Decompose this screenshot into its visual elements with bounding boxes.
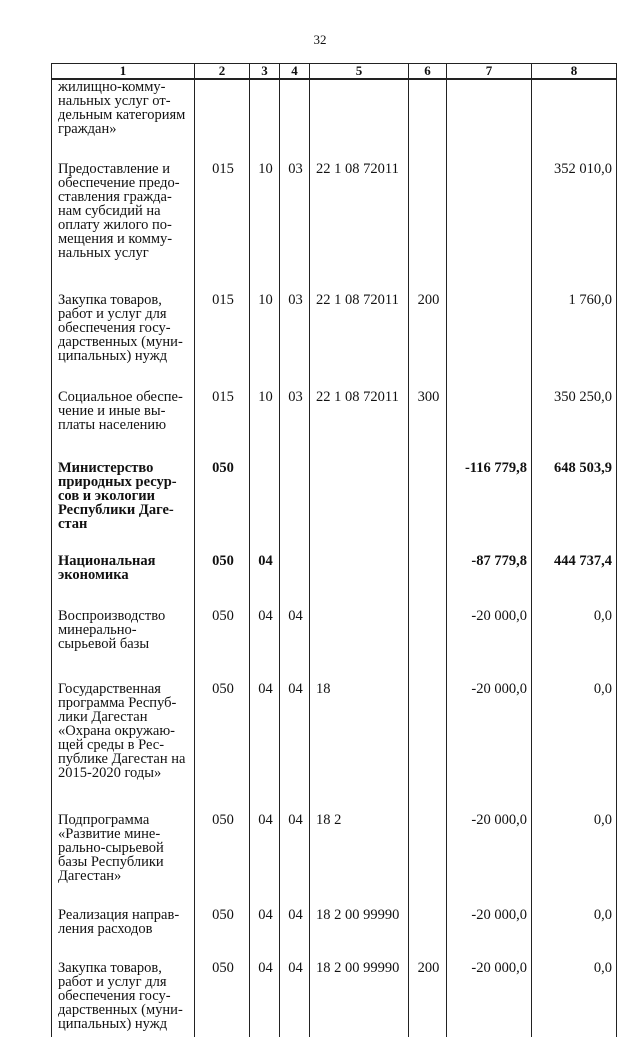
table-row	[52, 545, 617, 600]
row-change-amount-cell: -20 000,0	[447, 804, 532, 899]
row-subsection-cell: 03	[280, 158, 310, 284]
header-cell: 5	[310, 64, 409, 80]
row-total-amount-cell	[532, 79, 617, 158]
header-cell: 2	[195, 64, 250, 80]
row-target-article-cell: 18 2 00 99990	[310, 899, 409, 952]
row-subsection-cell	[280, 79, 310, 158]
row-expense-type-cell	[409, 804, 447, 899]
row-target-article-cell	[310, 79, 409, 158]
row-name-cell: Национальная экономика	[52, 545, 195, 600]
row-expense-type-cell: 300	[409, 381, 447, 452]
row-change-amount-cell: -20 000,0	[447, 952, 532, 1037]
row-change-amount-cell	[447, 381, 532, 452]
row-ministry-code-cell: 050	[195, 452, 250, 545]
table-row	[52, 452, 617, 545]
row-total-amount-cell: 0,0	[532, 673, 617, 804]
row-name-cell: Государственная программа Респуб- лики Дагестан «Охрана окружаю- щей среды в Рес- публике Дагестан на 2015-2020 годы»	[52, 673, 195, 804]
row-subsection-cell	[280, 452, 310, 545]
row-section-cell: 10	[250, 381, 280, 452]
row-target-article-cell	[310, 545, 409, 600]
row-total-amount-cell: 0,0	[532, 600, 617, 673]
row-target-article-cell: 18 2	[310, 804, 409, 899]
row-total-amount-cell: 352 010,0	[532, 158, 617, 284]
row-name-cell: жилищно-комму- нальных услуг от- дельным категориям граждан»	[52, 79, 195, 158]
row-target-article-cell: 22 1 08 72011	[310, 381, 409, 452]
row-section-cell: 10	[250, 158, 280, 284]
table-row	[52, 284, 617, 381]
row-ministry-code-cell: 050	[195, 673, 250, 804]
row-expense-type-cell	[409, 899, 447, 952]
row-change-amount-cell: -20 000,0	[447, 673, 532, 804]
row-expense-type-cell	[409, 158, 447, 284]
row-name-cell: Реализация направ- ления расходов	[52, 899, 195, 952]
row-subsection-cell: 04	[280, 899, 310, 952]
row-change-amount-cell: -87 779,8	[447, 545, 532, 600]
row-ministry-code-cell: 050	[195, 804, 250, 899]
row-name-cell: Закупка товаров, работ и услуг для обеспечения госу- дарственных (муни- ципальных) нужд	[52, 284, 195, 381]
row-target-article-cell	[310, 452, 409, 545]
header-cell: 6	[409, 64, 447, 80]
header-row	[52, 64, 617, 80]
row-target-article-cell: 22 1 08 72011	[310, 158, 409, 284]
row-subsection-cell	[280, 545, 310, 600]
row-section-cell: 04	[250, 952, 280, 1037]
row-section-cell: 04	[250, 673, 280, 804]
row-subsection-cell: 03	[280, 381, 310, 452]
row-ministry-code-cell: 050	[195, 600, 250, 673]
row-total-amount-cell: 350 250,0	[532, 381, 617, 452]
table-row	[52, 381, 617, 452]
row-change-amount-cell	[447, 158, 532, 284]
row-ministry-code-cell: 050	[195, 952, 250, 1037]
row-expense-type-cell: 200	[409, 284, 447, 381]
row-total-amount-cell: 0,0	[532, 952, 617, 1037]
row-total-amount-cell: 0,0	[532, 804, 617, 899]
table-row	[52, 600, 617, 673]
row-subsection-cell: 04	[280, 600, 310, 673]
table-row	[52, 79, 617, 158]
row-change-amount-cell: -116 779,8	[447, 452, 532, 545]
header-cell: 3	[250, 64, 280, 80]
row-ministry-code-cell: 015	[195, 158, 250, 284]
row-expense-type-cell	[409, 452, 447, 545]
row-expense-type-cell	[409, 545, 447, 600]
row-ministry-code-cell: 050	[195, 545, 250, 600]
row-target-article-cell: 18 2 00 99990	[310, 952, 409, 1037]
row-expense-type-cell: 200	[409, 952, 447, 1037]
row-total-amount-cell: 0,0	[532, 899, 617, 952]
row-section-cell: 04	[250, 600, 280, 673]
table-row	[52, 804, 617, 899]
row-target-article-cell: 22 1 08 72011	[310, 284, 409, 381]
row-section-cell	[250, 452, 280, 545]
table-row	[52, 158, 617, 284]
table-row	[52, 673, 617, 804]
row-name-cell: Подпрограмма «Развитие мине- рально-сырьевой базы Республики Дагестан»	[52, 804, 195, 899]
table-row	[52, 899, 617, 952]
row-ministry-code-cell	[195, 79, 250, 158]
row-change-amount-cell	[447, 79, 532, 158]
row-ministry-code-cell: 015	[195, 284, 250, 381]
row-name-cell: Социальное обеспе- чение и иные вы- платы населению	[52, 381, 195, 452]
row-change-amount-cell: -20 000,0	[447, 600, 532, 673]
row-change-amount-cell	[447, 284, 532, 381]
row-subsection-cell: 03	[280, 284, 310, 381]
row-total-amount-cell: 648 503,9	[532, 452, 617, 545]
header-cell: 7	[447, 64, 532, 80]
row-expense-type-cell	[409, 79, 447, 158]
row-target-article-cell	[310, 600, 409, 673]
header-cell: 4	[280, 64, 310, 80]
row-subsection-cell: 04	[280, 804, 310, 899]
row-subsection-cell: 04	[280, 952, 310, 1037]
row-subsection-cell: 04	[280, 673, 310, 804]
row-ministry-code-cell: 015	[195, 381, 250, 452]
row-total-amount-cell: 444 737,4	[532, 545, 617, 600]
header-cell: 1	[52, 64, 195, 80]
header-cell: 8	[532, 64, 617, 80]
row-expense-type-cell	[409, 673, 447, 804]
row-name-cell: Министерство природных ресур- сов и экологии Республики Даге- стан	[52, 452, 195, 545]
budget-table	[51, 63, 617, 1037]
row-name-cell: Закупка товаров, работ и услуг для обеспечения госу- дарственных (муни- ципальных) нужд	[52, 952, 195, 1037]
row-expense-type-cell	[409, 600, 447, 673]
row-section-cell	[250, 79, 280, 158]
page-number: 32	[313, 32, 327, 47]
row-ministry-code-cell: 050	[195, 899, 250, 952]
row-section-cell: 10	[250, 284, 280, 381]
row-section-cell: 04	[250, 804, 280, 899]
row-section-cell: 04	[250, 545, 280, 600]
row-name-cell: Воспроизводство минерально- сырьевой базы	[52, 600, 195, 673]
table-body	[52, 79, 617, 1037]
table-row	[52, 952, 617, 1037]
row-change-amount-cell: -20 000,0	[447, 899, 532, 952]
row-total-amount-cell: 1 760,0	[532, 284, 617, 381]
row-target-article-cell: 18	[310, 673, 409, 804]
row-section-cell: 04	[250, 899, 280, 952]
row-name-cell: Предоставление и обеспечение предо- ставления гражда- нам субсидий на оплату жилого по- мещения и комму- нальных услуг	[52, 158, 195, 284]
